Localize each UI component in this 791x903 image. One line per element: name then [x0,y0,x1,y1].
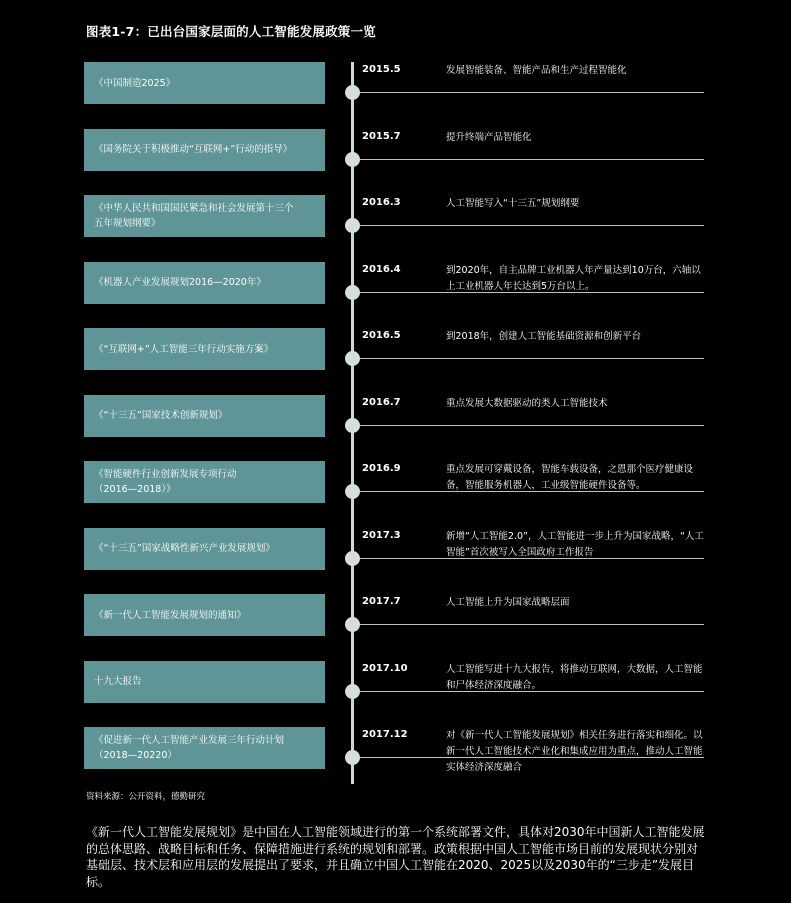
timeline-description: 到2018年，创建人工智能基础资源和创新平台 [446,331,642,342]
timeline-description: 重点发展可穿戴设备，智能车载设备，之恩那个医疗健康设备，智能服务机器人，工业级智能硬件设备等。 [446,464,694,491]
timeline-node [345,750,360,765]
timeline-node [345,285,360,300]
policy-name: 《国务院关于积极推动“互联网+”行动的指导》 [94,144,293,155]
timeline-date: 2017.3 [362,529,401,541]
timeline-divider [360,425,704,426]
body-paragraph: 《新一代人工智能发展规划》是中国在人工智能领域进行的第一个系统部署文件，具体对2030年中国新人工智能发展的总体思路、战略目标和任务、保障措施进行系统的规划和部署。政策根据中国人工智能市场目前的发展现状分别对基础层、技术层和应用层的发展提出了要求，并且确立中国人工智能在2020、2025以及2030年的“三步走”发展目标。 [86,825,705,889]
policy-box [84,328,325,370]
timeline-node [345,684,360,699]
policy-name: 《中华人民共和国国民紧急和社会发展第十三个 五年规划纲要》 [94,203,294,229]
timeline-divider [360,159,704,160]
policy-name: 《促进新一代人工智能产业发展三年行动计划 （2018—20220） [94,735,285,761]
policy-name: 《新一代人工智能发展规划的通知》 [94,609,247,621]
timeline-divider [360,491,704,492]
timeline-node [345,218,360,233]
policy-box [84,461,325,503]
timeline-description: 人工智能上升为国家战略层面 [446,597,570,608]
timeline-divider [360,225,704,226]
timeline-node [345,351,360,366]
policy-box [84,262,325,304]
timeline-divider [360,624,704,625]
policy-name: 《机器人产业发展规划2016—2020年》 [94,277,266,288]
policy-box [84,594,325,636]
timeline-divider [360,558,704,559]
timeline-node [345,85,360,100]
timeline-description: 发展智能装备、智能产品和生产过程智能化 [446,65,627,76]
policy-name: 十九大报告 [94,676,142,687]
timeline-date: 2016.7 [362,396,401,408]
timeline-date: 2016.5 [362,330,401,341]
policy-box [84,395,325,437]
timeline-divider [360,92,704,93]
timeline-node [345,617,360,632]
timeline-date: 2017.10 [362,662,408,674]
timeline-divider [360,358,704,359]
timeline-date: 2016.3 [362,197,401,208]
policy-box [84,661,325,703]
policy-box [84,727,325,769]
timeline-node [345,551,360,566]
figure-title: 图表1-7：已出台国家层面的人工智能发展政策一览 [86,24,376,39]
timeline-description: 重点发展大数据驱动的类人工智能技术 [446,397,608,409]
timeline-date: 2016.4 [362,263,401,275]
timeline-node [345,418,360,433]
timeline-date: 2017.12 [362,729,408,740]
figure-source: 资料来源：公开资料，德勤研究 [86,792,206,802]
timeline-date: 2017.7 [362,596,401,607]
timeline-divider [360,757,704,758]
timeline-date: 2015.5 [362,64,401,75]
policy-name: 《中国制造2025》 [94,77,176,89]
timeline-date: 2016.9 [362,463,401,474]
timeline-description: 人工智能写进十九大报告，将推动互联网，大数据，人工智能和尸体经济深度融合。 [446,663,703,691]
timeline-description: 对《新一代人工智能发展规划》相关任务进行落实和细化。以新一代人工智能技术产业化和集成应用为重点，推动人工智能实体经济深度融合 [446,730,703,773]
timeline-description: 新增“人工智能2.0”，人工智能进一步上升为国家战略，“人工智能”首次被写入全国政府工作报告 [446,530,704,558]
policy-box [84,528,325,570]
policy-name: 《智能硬件行业创新发展专项行动 （2016—2018）》 [94,469,237,495]
timeline-node [345,484,360,499]
policy-box [84,62,325,104]
policy-box [84,195,325,237]
timeline-divider [360,292,704,293]
policy-name: 《“互联网+”人工智能三年行动实施方案》 [94,343,274,355]
timeline-description: 提升终端产品智能化 [446,131,532,143]
timeline-date: 2015.7 [362,130,401,142]
timeline-divider [360,691,704,692]
timeline-description: 到2020年，自主品牌工业机器人年产量达到10万台，六轴以上工业机器人年长达到5万台以上。 [446,264,701,292]
timeline-description: 人工智能写入“十三五”规划纲要 [446,198,580,209]
timeline-node [345,152,360,167]
policy-name: 《“十三五”国家战略性新兴产业发展规划》 [94,543,275,554]
policy-box [84,129,325,171]
policy-name: 《“十三五”国家技术创新规划》 [94,410,228,421]
